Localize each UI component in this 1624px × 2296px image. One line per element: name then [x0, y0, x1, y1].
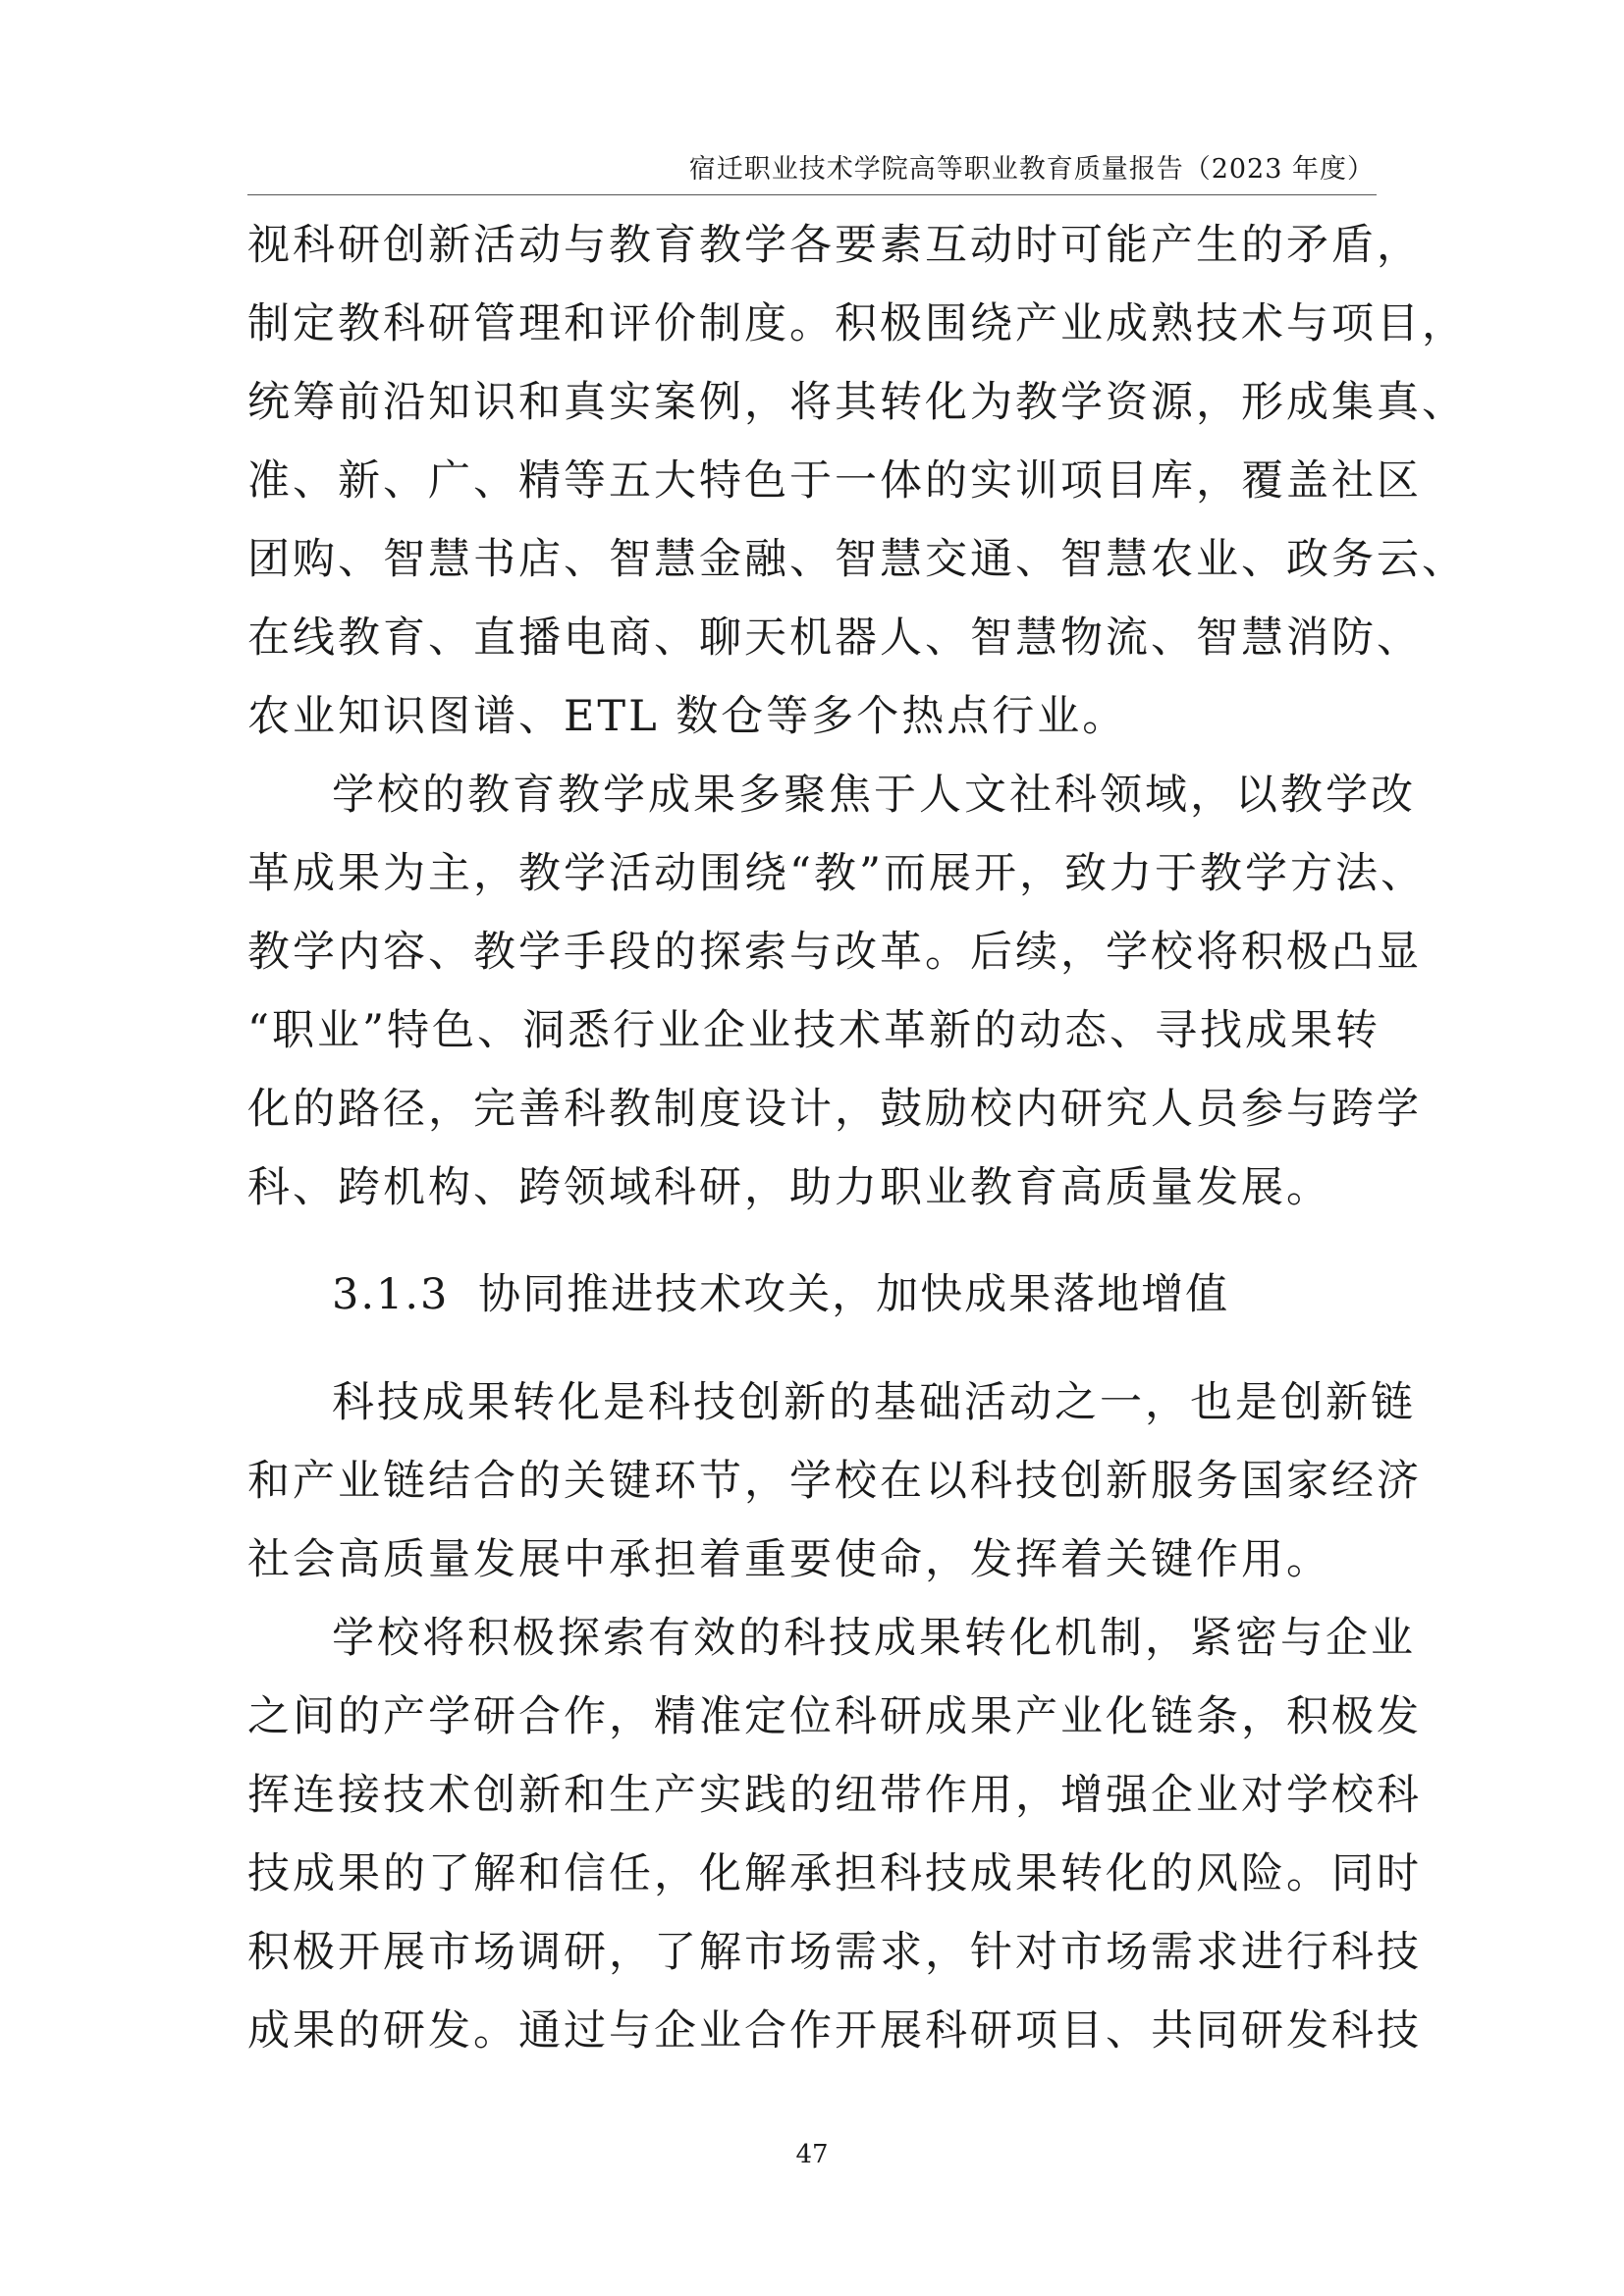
page-body: [247, 206, 1467, 2070]
text-line: 社会高质量发展中承担着重要使命，发挥着关键作用。: [247, 1535, 1331, 1584]
paragraph-4: [247, 1599, 1422, 2070]
text-line: 教学内容、教学手段的探索与改革。后续，学校将积极凸显: [247, 928, 1422, 977]
paragraph-2: [247, 756, 1426, 1227]
text-line: 化的路径，完善科教制度设计，鼓励校内研究人员参与跨学: [247, 1085, 1422, 1134]
text-line: 学校将积极探索有效的科技成果转化机制，紧密与企业: [332, 1614, 1416, 1663]
text-line: 在线教育、直播电商、聊天机器人、智慧物流、智慧消防、: [247, 614, 1422, 663]
text-line: 和产业链结合的关键环节，学校在以科技创新服务国家经济: [247, 1457, 1422, 1506]
paragraph-3: [247, 1363, 1422, 1599]
text-line: 科、跨机构、跨领域科研，助力职业教育高质量发展。: [247, 1163, 1331, 1212]
text-line: 准、新、广、精等五大特色于一体的实训项目库，覆盖社区: [247, 456, 1422, 506]
text-line: 积极开展市场调研，了解市场需求，针对市场需求进行科技: [247, 1928, 1422, 1977]
text-line: 统筹前沿知识和真实案例，将其转化为教学资源，形成集真、: [247, 378, 1467, 427]
header-rule: [247, 194, 1377, 195]
running-header: 宿迁职业技术学院高等职业教育质量报告（2023 年度）: [688, 154, 1375, 185]
text-line: 团购、智慧书店、智慧金融、智慧交通、智慧农业、政务云、: [247, 535, 1467, 584]
text-line: 革成果为主，教学活动围绕“教”而展开，致力于教学方法、: [247, 849, 1426, 898]
section-number: 3.1.3: [332, 1270, 450, 1319]
text-line: 成果的研发。通过与企业合作开展科研项目、共同研发科技: [247, 2006, 1422, 2056]
text-line: “职业”特色、洞悉行业企业技术革新的动态、寻找成果转: [247, 1006, 1380, 1055]
text-line: 农业知识图谱、ETL 数仓等多个热点行业。: [247, 692, 1128, 741]
section-title: 协同推进技术攻关，加快成果落地增值: [478, 1270, 1230, 1319]
text-line: 技成果的了解和信任，化解承担科技成果转化的风险。同时: [247, 1849, 1422, 1898]
paragraph-1: [247, 206, 1467, 756]
text-line: 制定教科研管理和评价制度。积极围绕产业成熟技术与项目，: [247, 299, 1467, 348]
page-number: 47: [795, 2140, 829, 2169]
text-line: 之间的产学研合作，精准定位科研成果产业化链条，积极发: [247, 1692, 1422, 1741]
text-line: 学校的教育教学成果多聚焦于人文社科领域，以教学改: [332, 771, 1416, 820]
text-line: 视科研创新活动与教育教学各要素互动时可能产生的矛盾，: [247, 221, 1422, 270]
section-heading: [247, 1255, 1377, 1334]
text-line: 挥连接技术创新和生产实践的纽带作用，增强企业对学校科: [247, 1771, 1422, 1820]
text-line: 科技成果转化是科技创新的基础活动之一，也是创新链: [332, 1378, 1416, 1427]
